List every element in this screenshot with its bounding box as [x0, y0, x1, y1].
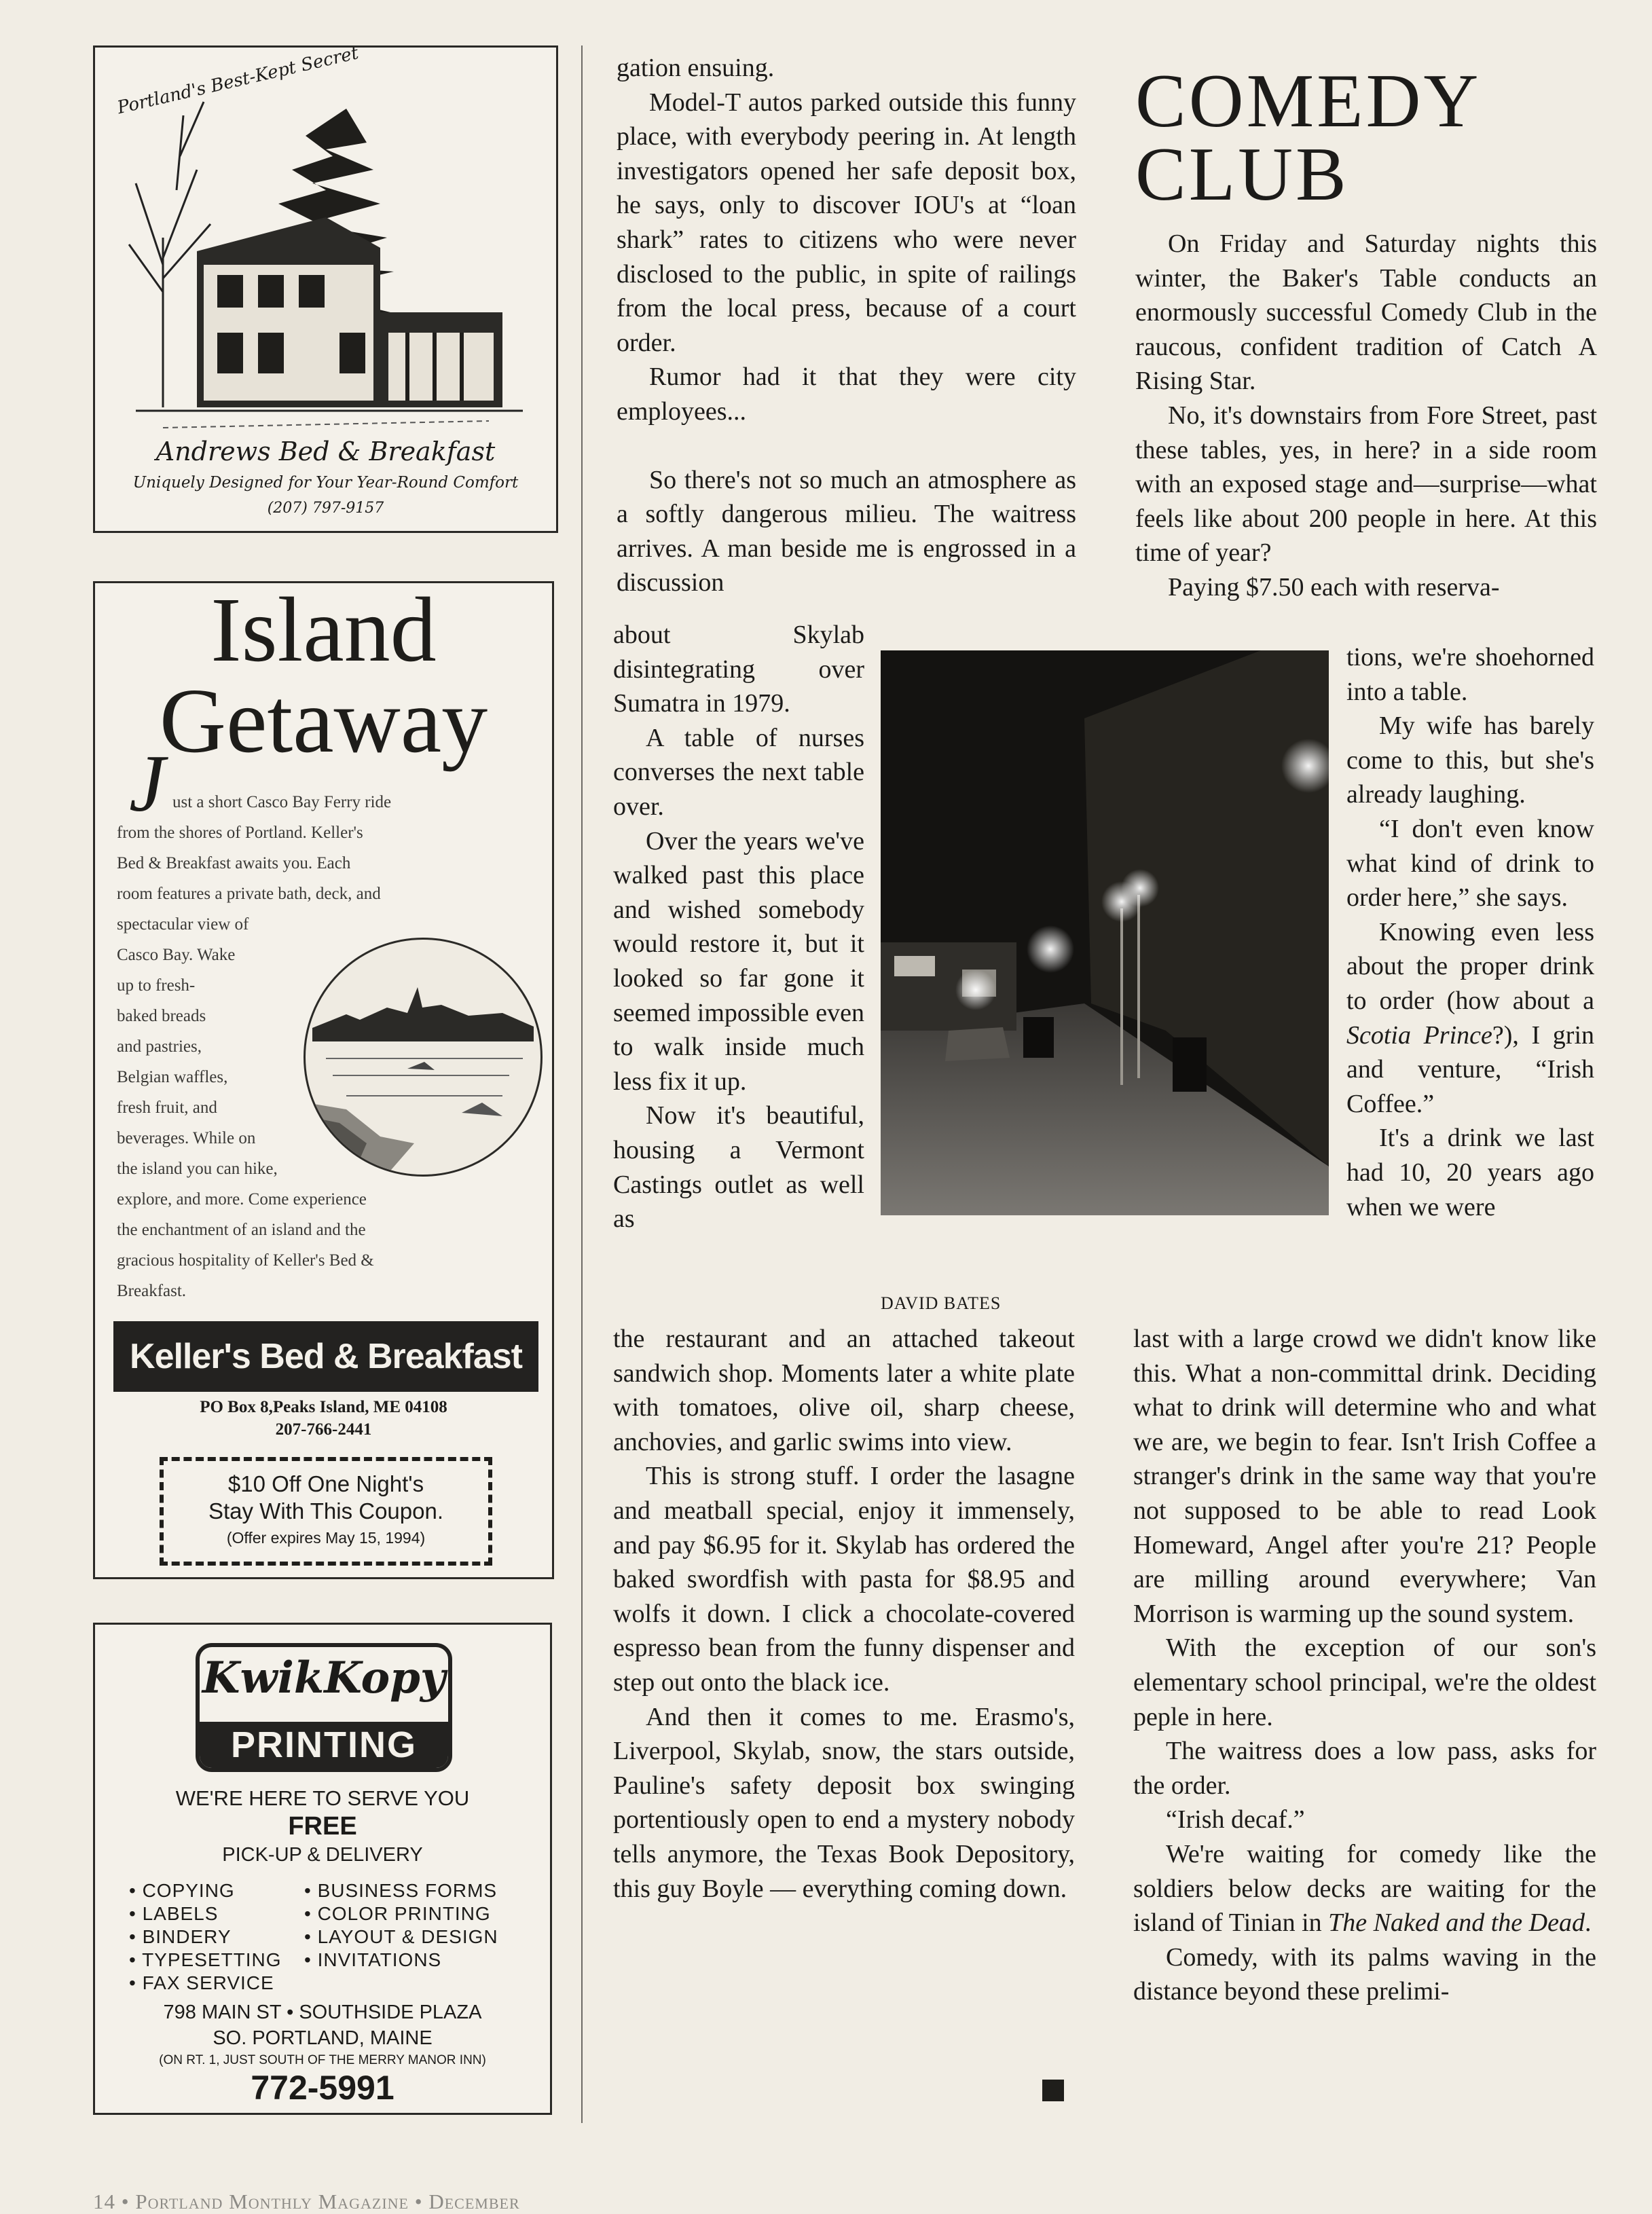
- ad-serve: WE'RE HERE TO SERVE YOU: [175, 1786, 470, 1810]
- paragraph: This is strong stuff. I order the lasagne and meatball special, enjoy it immensely, and pay $6.95 for it. Skylab has ordered the baked swordfish with pasta for $8.95 and wolfs it down. I click a chocolate-covered espresso bean from the funny dispenser and step out onto the black ice.: [613, 1462, 1075, 1697]
- text-run-italic: Scotia Prince: [1346, 1020, 1492, 1050]
- logo-text: KwikKopy: [202, 1653, 446, 1703]
- ad-body-line: fresh fruit, and: [117, 1099, 217, 1117]
- ad-phone: 772-5991: [251, 2069, 394, 2107]
- paragraph: tions, we're shoehorned into a table.: [1346, 643, 1594, 706]
- service-item: • BUSINESS FORMS: [304, 1880, 498, 1901]
- article-column-right-narrow: [1346, 640, 1594, 1224]
- paragraph: With the exception of our son's elementary school principal, we're the oldest peple in here.: [1133, 1634, 1596, 1731]
- ad-free: FREE: [288, 1812, 357, 1841]
- article-column-left-bottom: [613, 1322, 1075, 1906]
- article-column-right-bottom: [1133, 1322, 1596, 2009]
- ad-address-2: SO. PORTLAND, MAINE: [213, 2027, 433, 2049]
- service-item: • TYPESETTING: [129, 1949, 282, 1970]
- paragraph: Comedy, with its palms waving in the distance beyond these prelimi-: [1133, 1942, 1596, 2006]
- paragraph: So there's not so much an atmosphere as a softly dangerous milieu. The waitress arrives. A man beside me is engrossed in a discussion: [617, 465, 1076, 597]
- ad-body-line: spectacular view of: [117, 915, 249, 934]
- service-item: • LABELS: [129, 1903, 219, 1924]
- ad-dropcap: J: [129, 738, 166, 828]
- paragraph: “I don't even know what kind of drink to order here,” she says.: [1346, 814, 1594, 912]
- ad-phone: 207-766-2441: [275, 1420, 372, 1439]
- column-divider: [581, 45, 583, 2123]
- ad-address-3: (ON RT. 1, JUST SOUTH OF THE MERRY MANOR INN): [159, 2053, 486, 2067]
- text-run: .: [1584, 1908, 1592, 1938]
- service-item: • COPYING: [129, 1880, 235, 1901]
- paragraph: [1133, 1837, 1596, 1940]
- article-column-right-top: [1135, 227, 1597, 605]
- paragraph: Paying $7.50 each with reserva-: [1168, 572, 1500, 602]
- section-headline: [1135, 59, 1482, 217]
- service-item: • BINDERY: [129, 1926, 232, 1947]
- services-right: [304, 1879, 498, 1972]
- ad-body-line: gracious hospitality of Keller's Bed &: [117, 1251, 374, 1270]
- ad-banner: Keller's Bed & Breakfast: [113, 1321, 538, 1392]
- ad-body-line: ust a short Casco Bay Ferry ride: [172, 793, 392, 811]
- headline-line: COMEDY: [1135, 59, 1482, 143]
- paragraph: [1346, 915, 1594, 1122]
- ad-body-line: room features a private bath, deck, and: [117, 885, 381, 903]
- ad-body-line: up to fresh-: [117, 976, 196, 995]
- ad-body-line: Casco Bay. Wake: [117, 946, 236, 964]
- paragraph: Over the years we've walked past this place and wished somebody would restore it, but it looked so far gone it seemed impossible even to walk inside much less fix it up.: [613, 826, 864, 1096]
- ad-headline-island: Island: [210, 579, 437, 681]
- paragraph: On Friday and Saturday nights this winter, the Baker's Table conducts an enormously successful Comedy Club in the raucous, confident tradition of Catch A Rising Star.: [1135, 229, 1597, 396]
- ad-body-line: and pastries,: [117, 1037, 202, 1056]
- paragraph: A table of nurses converses the next table over.: [613, 723, 864, 821]
- ad-slogan: Uniquely Designed for Your Year-Round Comfort: [132, 474, 519, 492]
- logo-printing: PRINTING: [200, 1722, 448, 1768]
- house-illustration: [122, 88, 533, 435]
- text-run: Knowing even less about the proper drink to order (how about a: [1346, 917, 1594, 1015]
- coupon-line: Stay With This Coupon.: [208, 1498, 444, 1524]
- service-item: • LAYOUT & DESIGN: [304, 1926, 498, 1947]
- paragraph: about Skylab disintegrating over Sumatra in 1979.: [613, 621, 864, 718]
- street-photo: [881, 650, 1329, 1215]
- services-left: [129, 1879, 282, 1995]
- andrews-bb-ad: [93, 45, 558, 533]
- ad-body-line: Bed & Breakfast awaits you. Each: [117, 854, 351, 872]
- service-item: • INVITATIONS: [304, 1949, 442, 1970]
- paragraph: gation ensuing.: [617, 54, 775, 82]
- coupon-box: [160, 1457, 492, 1566]
- photo-credit: DAVID BATES: [881, 1293, 1002, 1313]
- paragraph: “Irish decaf.”: [1166, 1805, 1305, 1834]
- end-mark: [1042, 2080, 1064, 2101]
- paragraph: Rumor had it that they were city employees...: [617, 363, 1076, 426]
- ad-body-line: Breakfast.: [117, 1282, 187, 1300]
- coupon-expiry: (Offer expires May 15, 1994): [226, 1529, 426, 1547]
- ad-body-line: Belgian waffles,: [117, 1068, 228, 1086]
- kwik-kopy-logo: [196, 1643, 452, 1772]
- headline-line: CLUB: [1135, 132, 1349, 217]
- paragraph: last with a large crowd we didn't know like this. What a non-committal drink. Deciding what to drink will determine who and what we are, we begin to fear. Isn't Irish Coffee a stranger's drink in the same way that you're not supposed to be able to read Look Homeward, Angel after you're 21? People are milling around everywhere; Van Morrison is warming up the sound system.: [1133, 1325, 1596, 1628]
- ad-phone: (207) 797-9157: [267, 500, 384, 517]
- paragraph: Model-T autos parked outside this funny place, with everybody peering in. At length investigators opened her safe deposit box, he says, only to discover IOU's at “loan shark” rates to citizens who were never disclosed to the public, in spite of railings from the local press, because of a court order.: [617, 88, 1076, 357]
- ad-tagline: Portland's Best-Kept Secret: [115, 43, 361, 119]
- ad-body-line: the island you can hike,: [117, 1160, 278, 1178]
- text-run: ?), I grin and venture, “Irish Coffee.”: [1346, 1020, 1594, 1118]
- kwik-kopy-ad: [93, 1623, 552, 2115]
- paragraph: It's a drink we last had 10, 20 years ago when we were: [1346, 1124, 1594, 1221]
- paragraph: And then it comes to me. Erasmo's, Liverpool, Skylab, snow, the stars outside, Pauline's safety deposit box swinging portentiously open to end a mystery nobody tells anymore, the Texas Book Depository, this guy Boyle — everything coming down.: [613, 1702, 1075, 1903]
- ad-name: Andrews Bed & Breakfast: [155, 437, 496, 466]
- paragraph: Now it's beautiful, housing a Vermont Castings outlet as well as: [613, 1101, 864, 1234]
- article-column-left-top: [617, 51, 1076, 600]
- ad-body-line: baked breads: [117, 1007, 206, 1025]
- ad-pickup: PICK-UP & DELIVERY: [222, 1844, 423, 1866]
- text-run-italic: The Naked and the Dead: [1328, 1908, 1585, 1938]
- ad-body-line: the enchantment of an island and the: [117, 1221, 366, 1239]
- kellers-bb-ad: [93, 581, 554, 1579]
- text-run: We're waiting for comedy like the soldiers below decks are waiting for the island of Tinian in: [1133, 1839, 1596, 1938]
- island-illustration: [304, 938, 543, 1177]
- coupon-line: $10 Off One Night's: [227, 1471, 424, 1496]
- paragraph: The waitress does a low pass, asks for the order.: [1133, 1737, 1596, 1800]
- paragraph: My wife has barely come to this, but she's already laughing.: [1346, 712, 1594, 809]
- ad-address-1: 798 MAIN ST • SOUTHSIDE PLAZA: [163, 2001, 482, 2023]
- paragraph: the restaurant and an attached takeout sandwich shop. Moments later a white plate with tomatoes, olive oil, sharp cheese, anchovies, and garlic swims into view.: [613, 1325, 1075, 1456]
- ad-body-line: explore, and more. Come experience: [117, 1190, 367, 1209]
- ad-body-line: beverages. While on: [117, 1129, 256, 1147]
- article-column-left-narrow: [613, 618, 864, 1236]
- ad-address: PO Box 8,Peaks Island, ME 04108: [200, 1398, 447, 1416]
- paragraph: No, it's downstairs from Fore Street, past these tables, yes, in here? in a side room with an exposed stage and—surprise—what feels like about 200 people in here. At this time of year?: [1135, 401, 1597, 568]
- ad-headline-getaway: Getaway: [159, 670, 488, 772]
- service-item: • FAX SERVICE: [129, 1972, 274, 1993]
- service-item: • COLOR PRINTING: [304, 1903, 491, 1924]
- page-footer: 14 • Portland Monthly Magazine • December: [93, 2190, 520, 2213]
- ad-body-line: from the shores of Portland. Keller's: [117, 824, 363, 842]
